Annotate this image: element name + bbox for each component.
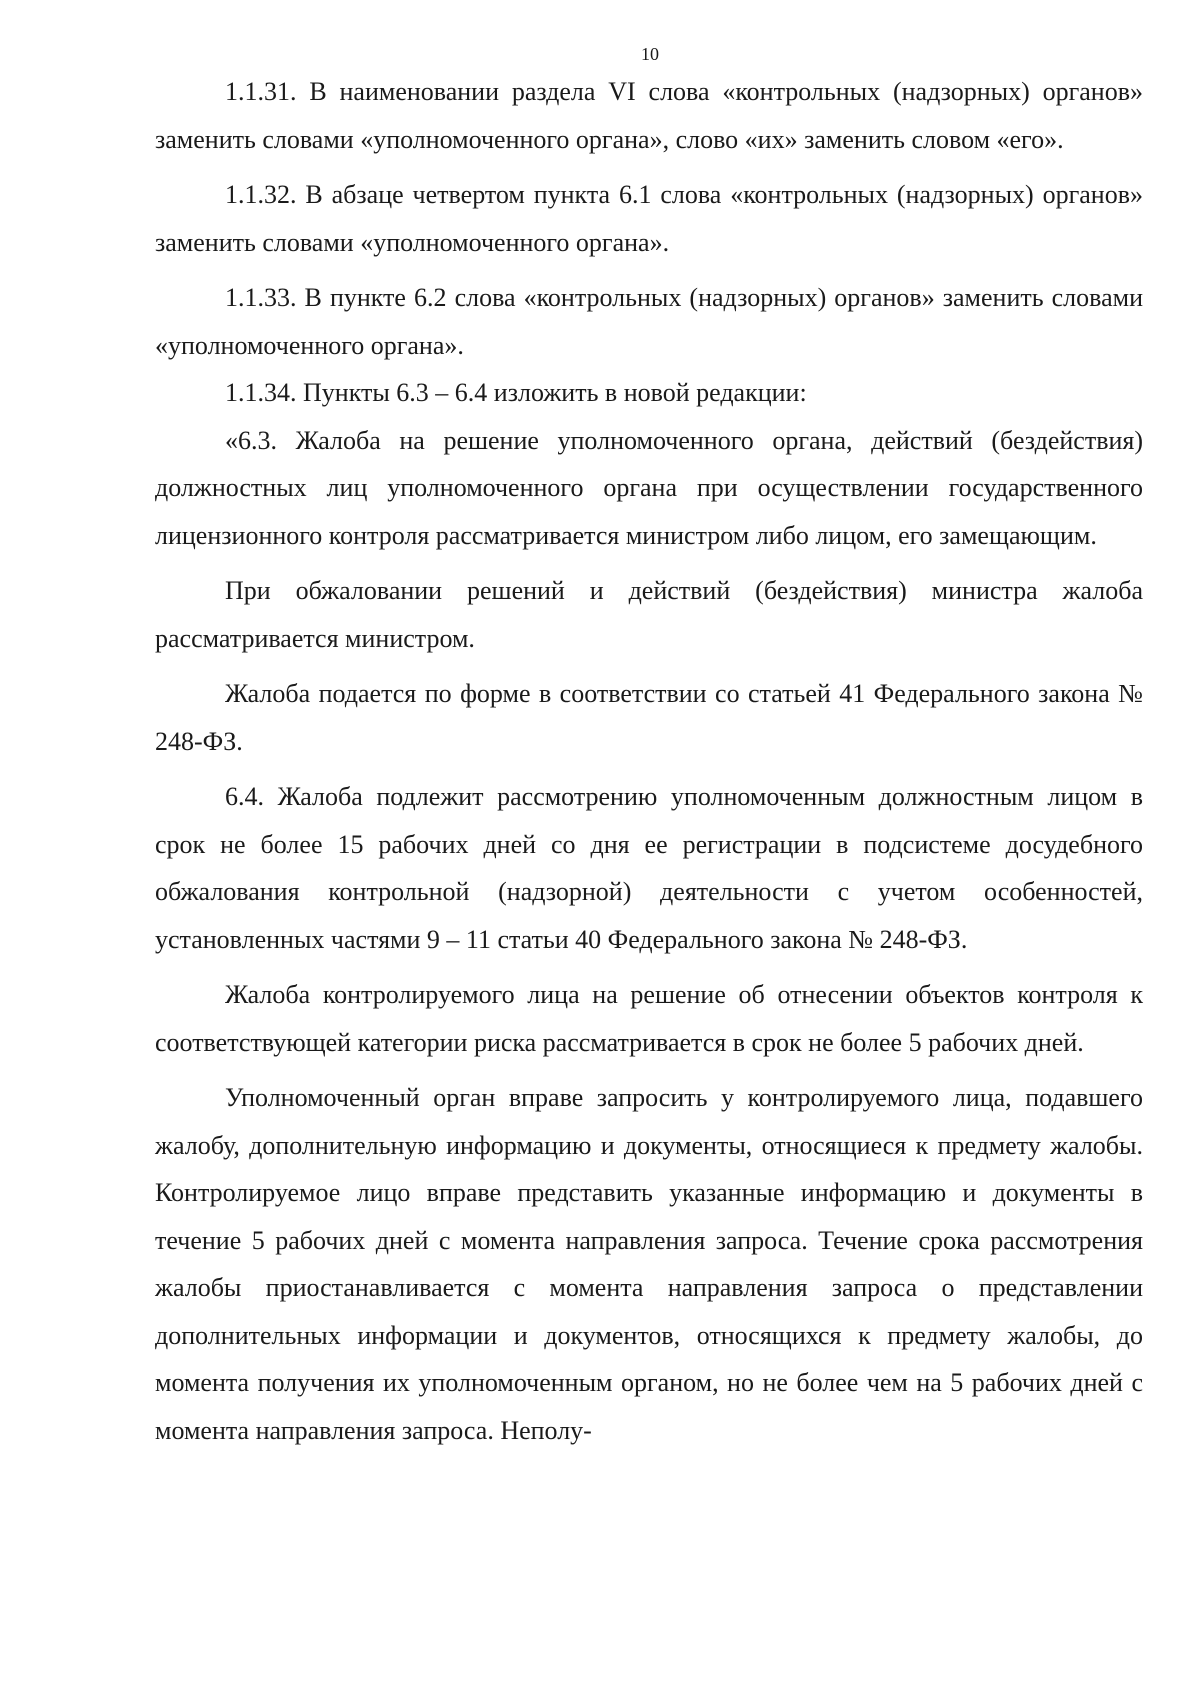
paragraph-1-1-33: 1.1.33. В пункте 6.2 слова «контрольных (надзорных) органов» заменить словами «уполномоченного органа». [155, 283, 1143, 360]
document-body [155, 68, 1143, 1454]
paragraph-additional-info: Уполномоченный орган вправе запросить у контролируемого лица, подавшего жалобу, дополнительную информацию и документы, относящиеся к предмету жалобы. Контролируемое лицо вправе представить указанные информацию и документы в течение 5 рабочих дней с момента направления запроса. Течение срока рассмотрения жалобы приостанавливается с момента направления запроса о представлении дополнительных информации и документов, относящихся к предмету жалобы, до момента получения их уполномоченным органом, но не более чем на 5 рабочих дней с момента направления запроса. Неполу- [155, 1083, 1143, 1445]
paragraph-6-4: 6.4. Жалоба подлежит рассмотрению уполномоченным должностным лицом в срок не более 15 рабочих дней со дня ее регистрации в подсистеме досудебного обжалования контрольной (надзорной) деятельности с учетом особенностей, установленных частями 9 – 11 статьи 40 Федерального закона № 248-ФЗ. [155, 782, 1143, 954]
paragraph-complaint-form: Жалоба подается по форме в соответствии со статьей 41 Федерального закона № 248-ФЗ. [155, 679, 1143, 756]
paragraph-1-1-32: 1.1.32. В абзаце четвертом пункта 6.1 слова «контрольных (надзорных) органов» заменить словами «уполномоченного органа». [155, 180, 1143, 257]
page-number: 10 [641, 44, 659, 64]
paragraph-risk-category: Жалоба контролируемого лица на решение об отнесении объектов контроля к соответствующей категории риска рассматривается в срок не более 5 рабочих дней. [155, 980, 1143, 1057]
paragraph-1-1-34: 1.1.34. Пункты 6.3 – 6.4 изложить в новой редакции: [225, 378, 807, 407]
paragraph-appeal-minister: При обжаловании решений и действий (бездействия) министра жалоба рассматривается министром. [155, 576, 1143, 653]
paragraph-1-1-31: 1.1.31. В наименовании раздела VI слова «контрольных (надзорных) органов» заменить словами «уполномоченного органа», слово «их» заменить словом «его». [155, 77, 1143, 154]
paragraph-6-3: «6.3. Жалоба на решение уполномоченного органа, действий (бездействия) должностных лиц уполномоченного органа при осуществлении государственного лицензионного контроля рассматривается министром либо лицом, его замещающим. [155, 425, 1143, 550]
